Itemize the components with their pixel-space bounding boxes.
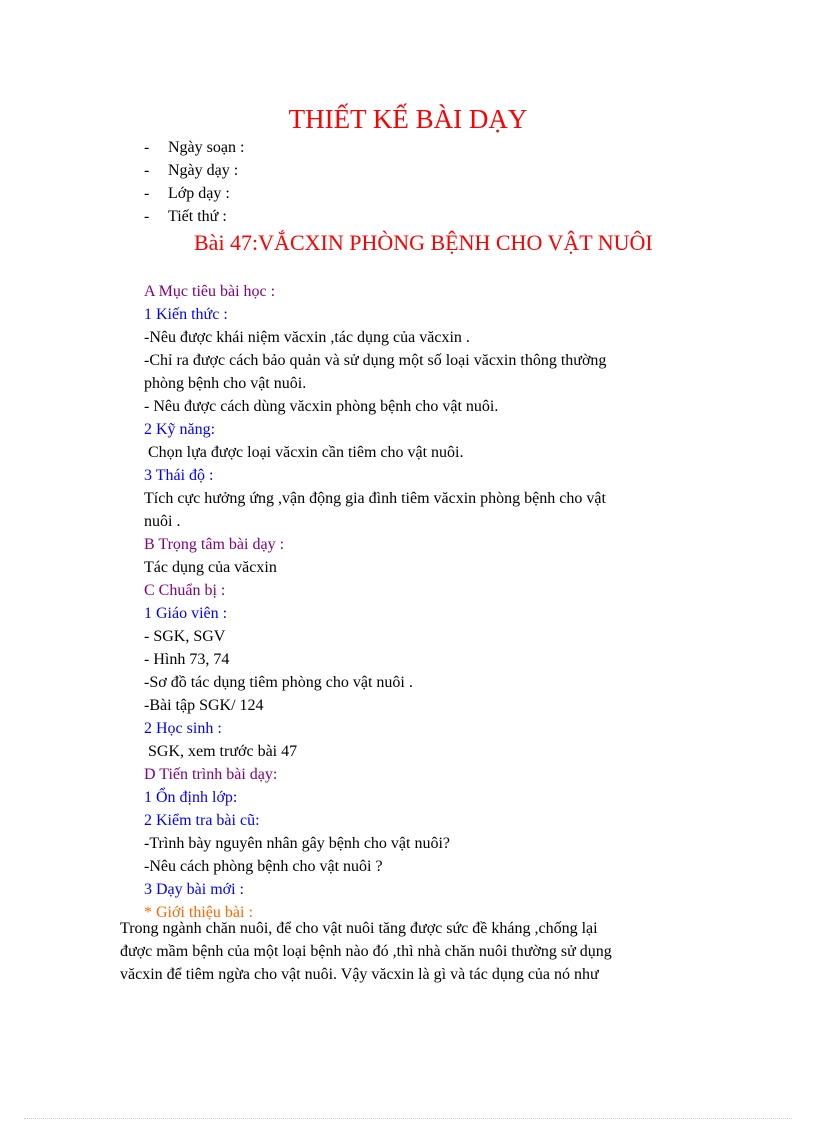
sub-heading: 1 Kiến thức : xyxy=(144,306,228,323)
document-title: THIẾT KẾ BÀI DẠY xyxy=(288,104,528,134)
text-line: -Sơ đồ tác dụng tiêm phòng cho vật nuôi . xyxy=(144,674,413,691)
sub-heading: 3 Dạy bài mới : xyxy=(144,881,244,898)
intro-heading: * Giới thiệu bài : xyxy=(144,904,253,921)
text-line: được mầm bệnh của một loại bệnh nào đó ,thì nhà chăn nuôi thường sử dụng xyxy=(120,943,612,960)
intro-paragraph xyxy=(120,917,700,986)
sub-heading: 1 Giáo viên : xyxy=(144,605,228,622)
text-line: - Nêu được cách dùng văcxin phòng bệnh cho vật nuôi. xyxy=(144,398,499,415)
section-heading: B Trọng tâm bài dạy : xyxy=(144,536,285,553)
text-line: nuôi . xyxy=(144,513,181,530)
section-heading: C Chuẩn bị : xyxy=(144,582,226,599)
meta-item: - Ngày dạy : xyxy=(144,162,239,179)
text-line: -Nêu được khái niệm văcxin ,tác dụng của văcxin . xyxy=(144,329,470,346)
text-line: - Hình 73, 74 xyxy=(144,651,230,668)
sub-heading: 2 Kiểm tra bài cũ: xyxy=(144,812,260,829)
meta-item: - Ngày soạn : xyxy=(144,139,245,156)
text-line: -Chỉ ra được cách bảo quản và sử dụng một số loại văcxin thông thường xyxy=(144,352,607,369)
section-heading: A Mục tiêu bài học : xyxy=(144,283,276,300)
sub-heading: 3 Thái độ : xyxy=(144,467,214,484)
text-line: SGK, xem trước bài 47 xyxy=(144,743,298,760)
lesson-title: Bài 47:VẮCXIN PHÒNG BỆNH CHO VẬT NUÔI xyxy=(194,230,653,255)
lesson-meta-list xyxy=(144,136,244,228)
text-line: phòng bệnh cho vật nuôi. xyxy=(144,375,307,392)
lesson-body xyxy=(144,280,704,924)
text-line: Trong ngành chăn nuôi, để cho vật nuôi tăng được sức đề kháng ,chống lại xyxy=(120,920,598,937)
text-line: -Trình bày nguyên nhân gây bệnh cho vật nuôi? xyxy=(144,835,451,852)
text-line: -Bài tập SGK/ 124 xyxy=(144,697,264,714)
meta-item: - Tiết thứ : xyxy=(144,208,227,225)
sub-heading: 1 Ổn định lớp: xyxy=(144,789,238,806)
text-line: Tác dụng của văcxin xyxy=(144,559,277,576)
page-bottom-border xyxy=(24,1118,792,1119)
sub-heading: 2 Kỹ năng: xyxy=(144,421,216,438)
text-line: Chọn lựa được loại văcxin cần tiêm cho vật nuôi. xyxy=(144,444,464,461)
text-line: văcxin để tiêm ngừa cho vật nuôi. Vậy văcxin là gì và tác dụng của nó như xyxy=(120,966,599,983)
text-line: Tích cực hưởng ứng ,vận động gia đình tiêm văcxin phòng bệnh cho vật xyxy=(144,490,606,507)
meta-item: - Lớp dạy : xyxy=(144,185,230,202)
sub-heading: 2 Học sinh : xyxy=(144,720,222,737)
section-heading: D Tiến trình bài dạy: xyxy=(144,766,278,783)
text-line: - SGK, SGV xyxy=(144,628,226,645)
text-line: -Nêu cách phòng bệnh cho vật nuôi ? xyxy=(144,858,383,875)
